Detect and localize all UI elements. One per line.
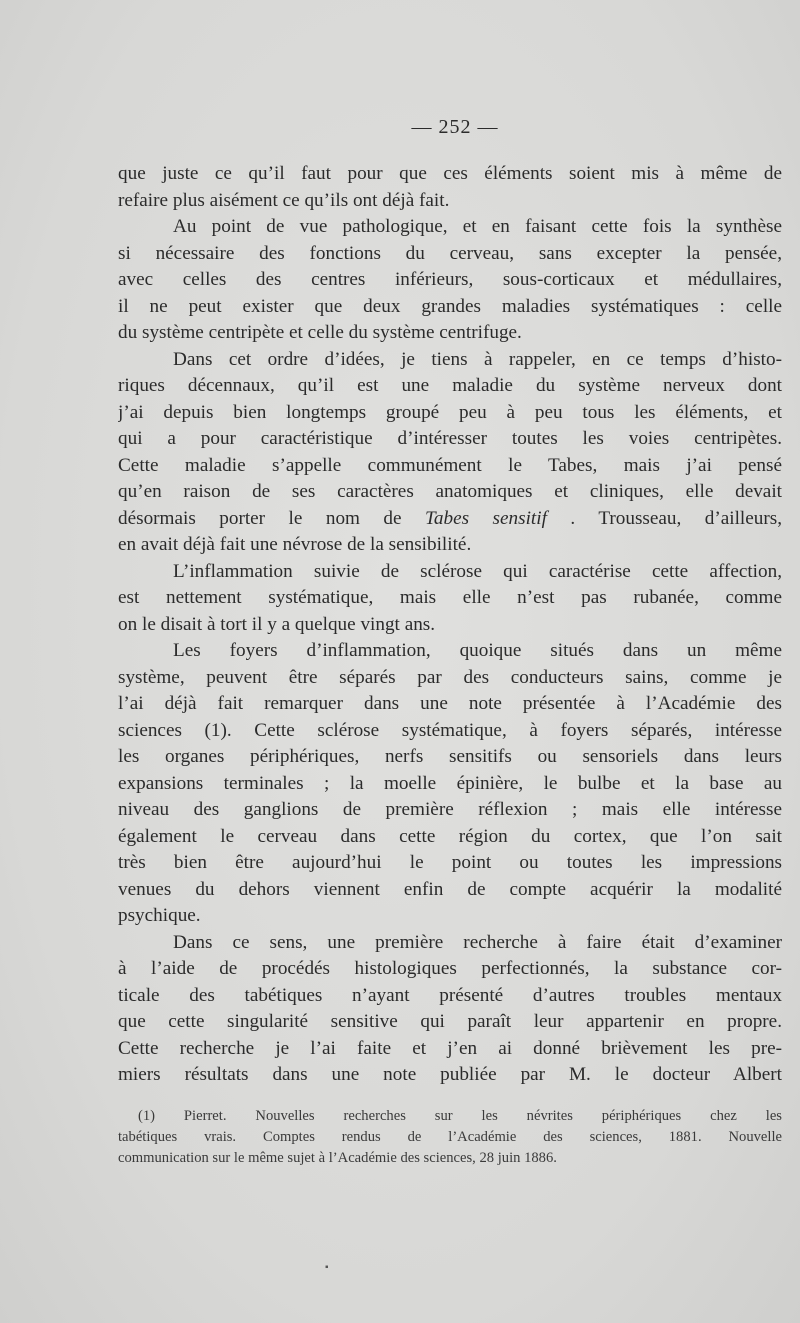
text-line: si nécessaire des fonctions du cerveau, sans excepter la pensée, — [118, 242, 782, 264]
italic-term: Tabes sensitif — [425, 507, 547, 529]
paragraph-start: L’inflammation suivie de sclérose qui caractérise cette affection, — [173, 560, 782, 582]
text-line — [118, 506, 782, 533]
text-line: miers résultats dans une note publiée par M. le docteur Albert — [118, 1064, 782, 1085]
text-line: on le disait à tort il y a quelque vingt ans. — [118, 613, 436, 635]
text-line: système, peuvent être séparés par des conducteurs sains, comme je — [118, 666, 782, 688]
footnote-line: (1) Pierret. Nouvelles recherches sur les névrites périphériques chez les — [138, 1108, 782, 1124]
footnote-line: tabétiques vrais. Comptes rendus de l’Académie des sciences, 1881. Nouvelle — [118, 1129, 782, 1145]
paragraph-start: Dans cet ordre d’idées, je tiens à rappeler, en ce temps d’histo- — [173, 348, 782, 370]
paragraph-start: Dans ce sens, une première recherche à faire était d’examiner — [173, 931, 782, 953]
text-line: Cette maladie s’appelle communément le Tabes, mais j’ai pensé — [118, 454, 782, 476]
text-line: psychique. — [118, 905, 201, 926]
text-line: que cette singularité sensitive qui paraît leur appartenir en propre. — [118, 1011, 782, 1032]
text-line: qui a pour caractéristique d’intéresser toutes les voies centripètes. — [118, 428, 782, 449]
page-number: — 252 — — [411, 116, 499, 138]
text-line: expansions terminales ; la moelle épinière, le bulbe et la base au — [118, 772, 782, 794]
text-line: j’ai depuis bien longtemps groupé peu à peu tous les éléments, et — [118, 401, 782, 423]
text-line: que juste ce qu’il faut pour que ces éléments soient mis à même de — [118, 163, 782, 184]
text-line: venues du dehors viennent enfin de compte acquérir la modalité — [118, 878, 782, 900]
body-text — [118, 161, 782, 1089]
text-segment: . Trousseau, d’ailleurs, — [570, 507, 782, 529]
footnote-line: communication sur le même sujet à l’Académie des sciences, 28 juin 1886. — [118, 1150, 557, 1166]
text-line: est nettement systématique, mais elle n’est pas rubanée, comme — [118, 587, 782, 608]
text-line: qu’en raison de ses caractères anatomiques et cliniques, elle devait — [118, 481, 782, 502]
text-line: ticale des tabétiques n’ayant présenté d’autres troubles mentaux — [118, 984, 782, 1006]
text-line: du système centripète et celle du système centrifuge. — [118, 322, 522, 343]
paragraph-start: Les foyers d’inflammation, quoique situés dans un même — [173, 640, 782, 661]
text-line: très bien être aujourd’hui le point ou toutes les impressions — [118, 852, 782, 873]
text-line: les organes périphériques, nerfs sensitifs ou sensoriels dans leurs — [118, 746, 782, 767]
text-line: riques décennaux, qu’il est une maladie du système nerveux dont — [118, 375, 782, 396]
text-line: également le cerveau dans cette région du cortex, que l’on sait — [118, 825, 782, 847]
text-line: niveau des ganglions de première réflexion ; mais elle intéresse — [118, 799, 782, 820]
text-line: refaire plus aisément ce qu’ils ont déjà fait. — [118, 189, 450, 211]
text-segment: désormais porter le nom de — [118, 507, 426, 529]
text-line: en avait déjà fait une névrose de la sensibilité. — [118, 534, 472, 555]
text-line: sciences (1). Cette sclérose systématique, à foyers séparés, intéresse — [118, 719, 782, 741]
text-line: avec celles des centres inférieurs, sous-corticaux et médullaires, — [118, 269, 782, 290]
text-line: l’ai déjà fait remarquer dans une note présentée à l’Académie des — [118, 693, 782, 714]
text-line: Cette recherche je l’ai faite et j’en ai donné brièvement les pre- — [118, 1037, 782, 1059]
footnote — [118, 1106, 782, 1169]
paragraph-start: Au point de vue pathologique, et en faisant cette fois la synthèse — [173, 216, 782, 237]
text-line: il ne peut exister que deux grandes maladies systématiques : celle — [118, 295, 782, 317]
text-line: à l’aide de procédés histologiques perfectionnés, la substance cor- — [118, 958, 782, 979]
ink-speck: ▪ — [325, 1262, 329, 1273]
